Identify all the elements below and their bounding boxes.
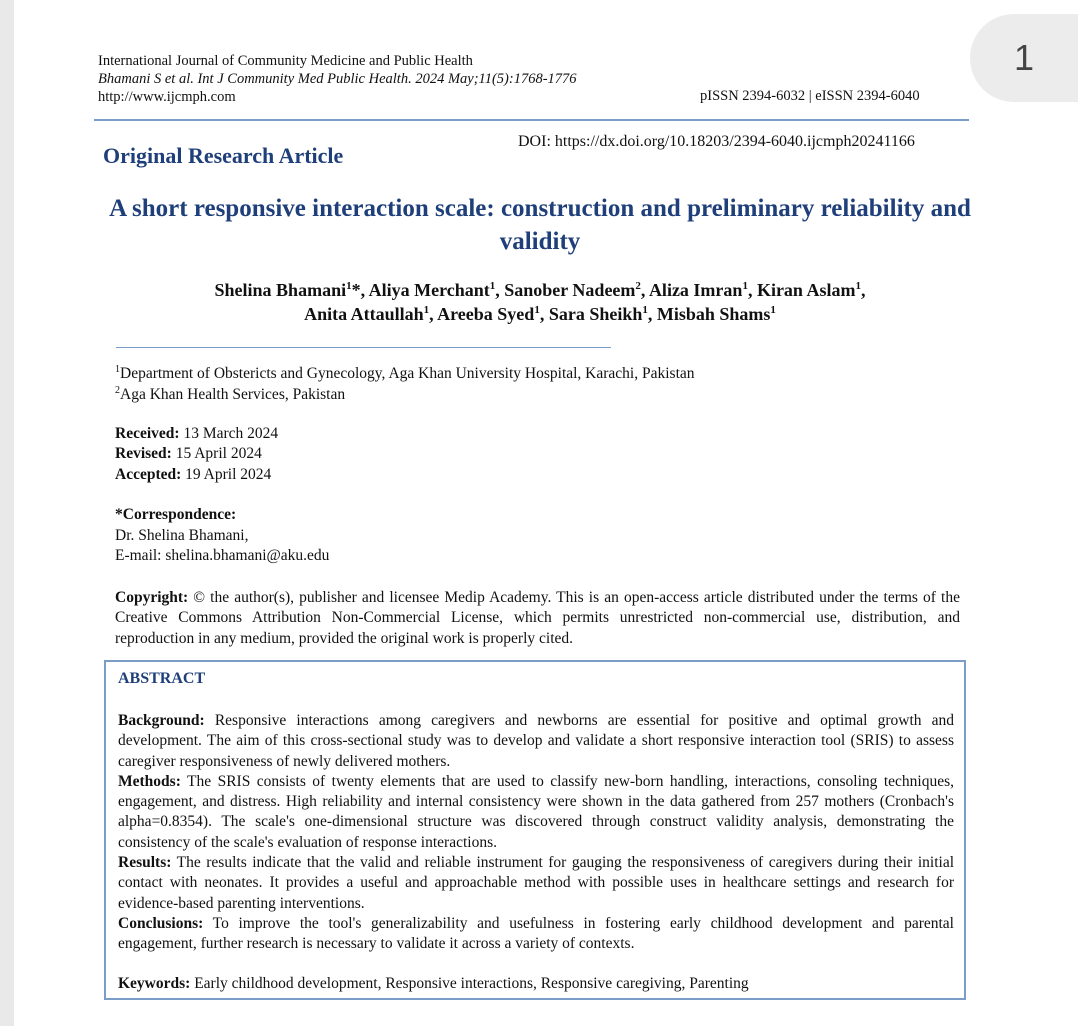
accepted-label: Accepted: <box>115 466 182 483</box>
author-name: Anita Attaullah <box>304 304 424 324</box>
article-type: Original Research Article <box>103 143 344 168</box>
revised-label: Revised: <box>115 445 172 462</box>
correspondence-label: *Correspondence: <box>115 506 237 523</box>
journal-name: International Journal of Community Medicine and Public Health <box>98 53 473 69</box>
author-separator: , <box>429 304 438 324</box>
abstract-heading: ABSTRACT <box>118 670 206 687</box>
abstract-body <box>118 711 954 955</box>
keywords-label: Keywords: <box>118 975 191 992</box>
revised-date <box>115 445 262 463</box>
abstract-results <box>118 853 954 914</box>
keywords-line <box>118 975 954 993</box>
copyright-text: © the author(s), publisher and licensee Medip Academy. This is an open-access article distributed under the terms of the Creative Commons Attribution Non-Commercial License, which permits unrestricted non-commercial use, distribution, and reproduction in any medium, provided the original work is properly cited. <box>115 589 960 647</box>
affiliation-text: Aga Khan Health Services, Pakistan <box>120 386 346 404</box>
author-name: Sanober Nadeem <box>504 280 636 300</box>
author-separator: , <box>860 280 866 300</box>
authors-divider <box>116 347 611 348</box>
revised-value: 15 April 2024 <box>171 445 262 462</box>
journal-url[interactable]: http://www.ijcmph.com <box>98 89 236 105</box>
conclusions-label: Conclusions: <box>118 914 204 932</box>
author-separator: , <box>647 304 657 324</box>
page-number-badge <box>970 14 1078 102</box>
author-affiliation-sup: 1 <box>489 280 496 292</box>
header-divider <box>94 119 969 121</box>
author-name: Kiran Aslam <box>756 280 856 300</box>
author-affiliation-sup: 1 <box>423 304 430 316</box>
received-label: Received: <box>115 425 180 442</box>
author-separator: , <box>539 304 549 324</box>
received-value: 13 March 2024 <box>179 425 279 442</box>
author-separator: , <box>495 280 505 300</box>
results-text: The results indicate that the valid and reliable instrument for gauging the responsiveness of caregivers during their initial contact with neonates. It provides a useful and approachable method with possible uses in healthcare settings and research for evidence-based parenting interventions. <box>118 854 954 912</box>
accepted-date <box>115 466 271 484</box>
author-list <box>100 278 980 326</box>
affiliation-text: Department of Obstericts and Gynecology, Aga Khan University Hospital, Karachi, Pakistan <box>120 365 695 383</box>
keywords-text: Early childhood development, Responsive interactions, Responsive caregiving, Parenting <box>190 975 749 992</box>
author-mark: * <box>351 280 361 300</box>
author-name: Sara Sheikh <box>548 304 643 324</box>
background-text: Responsive interactions among caregivers and newborns are essential for positive and optimal growth and development. The aim of this cross-sectional study was to develop and validate a short responsive interaction tool (SRIS) to assess caregiver responsiveness of newly delivered mothers. <box>118 712 954 770</box>
author-affiliation-sup: 2 <box>635 280 641 292</box>
author-separator: , <box>747 280 757 300</box>
author-separator: , <box>640 280 649 300</box>
affiliation-sup: 2 <box>115 385 120 396</box>
author-affiliation-sup: 1 <box>770 304 776 316</box>
abstract-conclusions <box>118 914 954 955</box>
abstract-methods <box>118 772 954 853</box>
background-label: Background: <box>118 712 205 729</box>
methods-text: The SRIS consists of twenty elements that are used to classify new-born handling, interactions, consoling techniques, engagement, and distress. High reliability and internal consistency were shown in the data gathered from 257 mothers (Cronbach's alpha=0.8354). The scale's one-dimensional structure was discovered through construct validity analysis, demonstrating the consistency of the scale's evaluation of response interactions. <box>118 772 954 851</box>
author-name: Misbah Shams <box>656 304 771 324</box>
author-affiliation-sup: 1 <box>346 280 352 292</box>
affiliation-2 <box>115 385 345 404</box>
correspondence-heading <box>115 506 236 524</box>
abstract-background <box>118 711 954 772</box>
author-affiliation-sup: 1 <box>534 304 540 316</box>
affiliation-sup: 1 <box>115 364 120 375</box>
correspondence-name: Dr. Shelina Bhamani, <box>115 527 249 544</box>
journal-citation: Bhamani S et al. Int J Community Med Public Health. 2024 May;11(5):1768-1776 <box>98 71 577 87</box>
author-name: Areeba Syed <box>437 304 535 324</box>
accepted-value: 19 April 2024 <box>181 466 272 483</box>
author-name: Aliya Merchant <box>368 280 490 300</box>
conclusions-text: To improve the tool's generalizability and usefulness in fostering early childhood development and parental engagement, further research is necessary to validate it across a variety of contexts. <box>118 914 954 953</box>
article-title: A short responsive interaction scale: construction and preliminary reliability and validity <box>109 195 971 255</box>
copyright-notice <box>115 588 960 649</box>
journal-issn: pISSN 2394-6032 | eISSN 2394-6040 <box>700 88 920 104</box>
page-number: 1 <box>1013 37 1035 78</box>
correspondence-email[interactable]: E-mail: shelina.bhamani@aku.edu <box>115 547 330 564</box>
author-affiliation-sup: 1 <box>642 304 648 316</box>
doi-link[interactable]: DOI: https://dx.doi.org/10.18203/2394-6040.ijcmph20241166 <box>518 133 915 150</box>
author-affiliation-sup: 1 <box>855 280 861 292</box>
methods-label: Methods: <box>118 772 181 790</box>
copyright-label: Copyright: <box>115 589 189 606</box>
results-label: Results: <box>118 854 172 872</box>
author-affiliation-sup: 1 <box>742 280 748 292</box>
author-name: Shelina Bhamani <box>214 280 347 300</box>
author-separator: , <box>360 280 369 300</box>
affiliation-1 <box>115 364 695 383</box>
author-name: Aliza Imran <box>648 280 743 300</box>
received-date <box>115 425 278 443</box>
